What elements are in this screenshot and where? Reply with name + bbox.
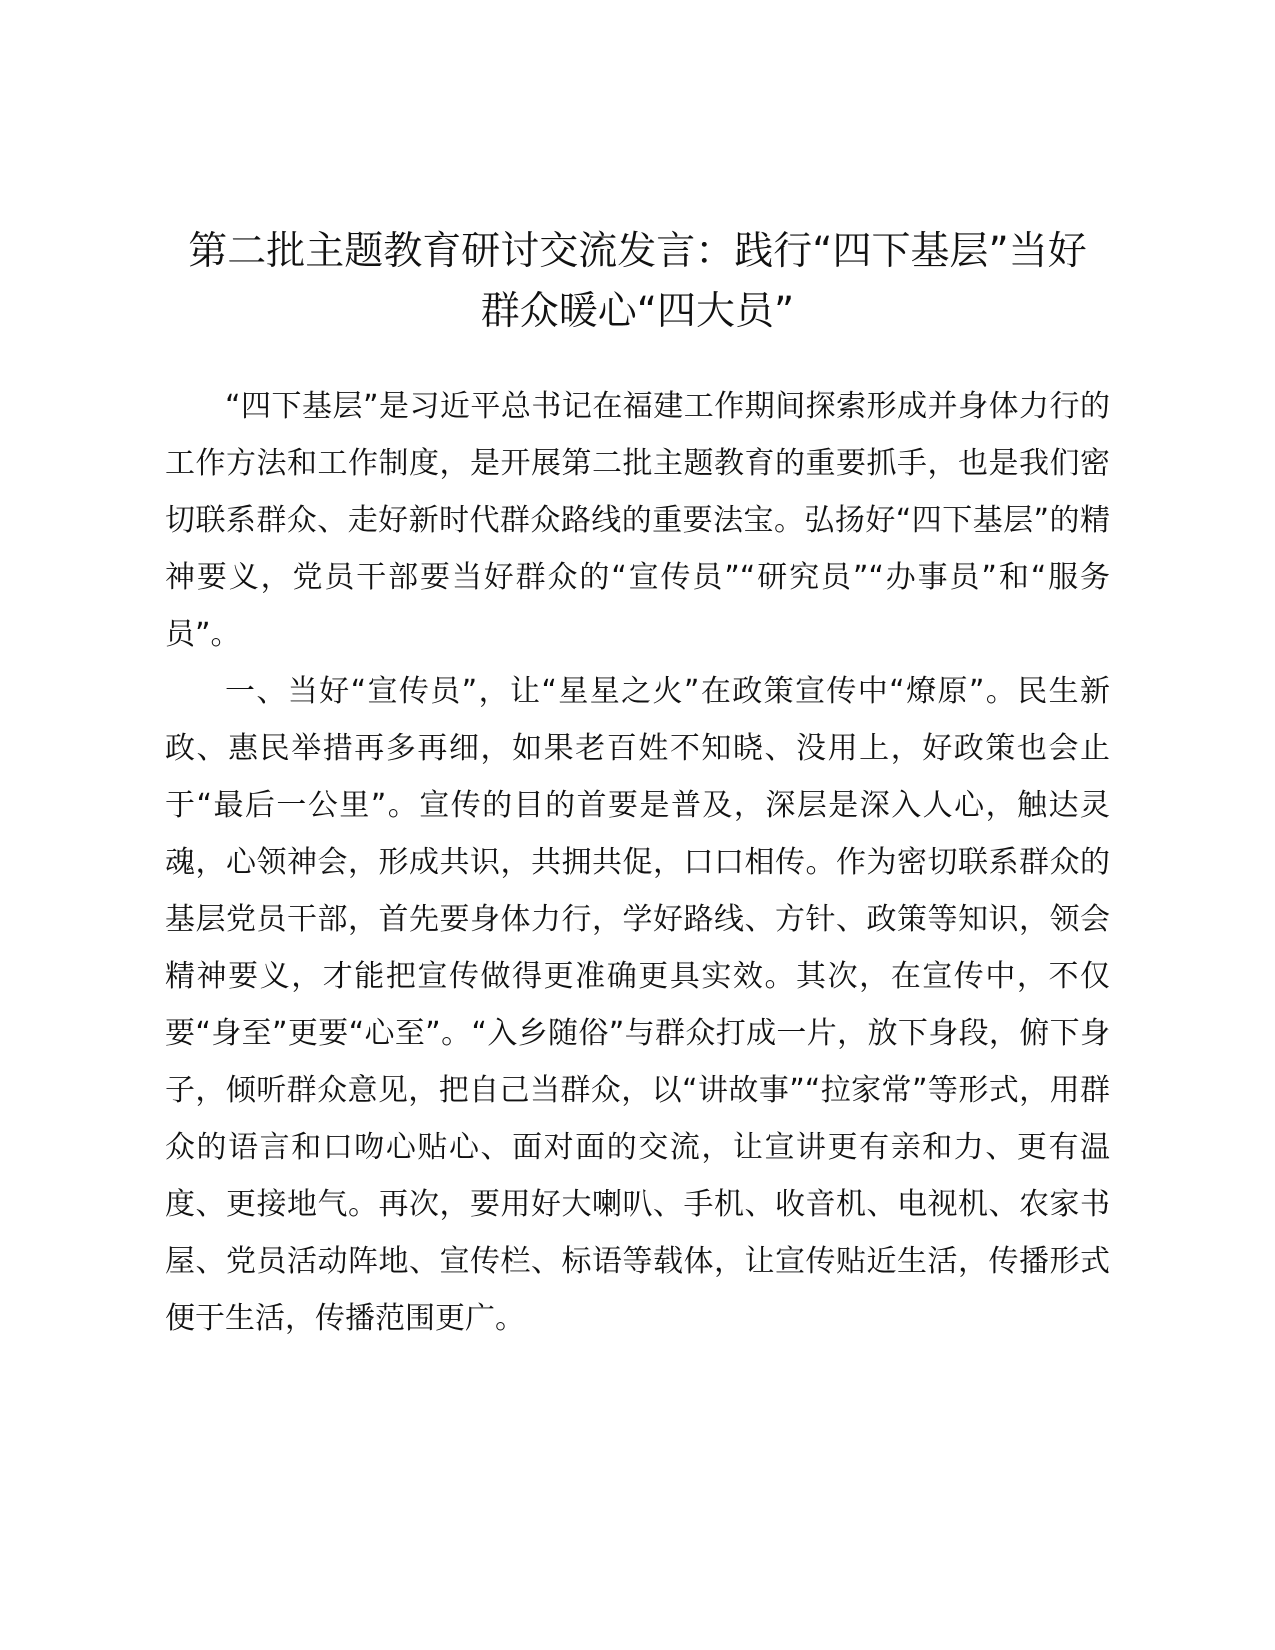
document-title: 第二批主题教育研讨交流发言：践行“四下基层”当好群众暖心“四大员” (188, 229, 1087, 334)
intro-paragraph: “四下基层”是习近平总书记在福建工作期间探索形成并身体力行的工作方法和工作制度，是开展第二批主题教育的重要抓手，也是我们密切联系群众、走好新时代群众路线的重要法宝。弘扬好“四下基层”的精神要义，党员干部要当好群众的“宣传员”“研究员”“办事员”和“服务员”。 (165, 389, 1110, 652)
section-one-paragraph: 一、当好“宣传员”，让“星星之火”在政策宣传中“燎原”。民生新政、惠民举措再多再细，如果老百姓不知晓、没用上，好政策也会止于“最后一公里”。宣传的目的首要是普及，深层是深入人心，触达灵魂，心领神会，形成共识，共拥共促，口口相传。作为密切联系群众的基层党员干部，首先要身体力行，学好路线、方针、政策等知识，领会精神要义，才能把宣传做得更准确更具实效。其次，在宣传中，不仅要“身至”更要“心至”。“入乡随俗”与群众打成一片，放下身段，俯下身子，倾听群众意见，把自己当群众，以“讲故事”“拉家常”等形式，用群众的语言和口吻心贴心、面对面的交流，让宣讲更有亲和力、更有温度、更接地气。再次，要用好大喇叭、手机、收音机、电视机、农家书屋、党员活动阵地、宣传栏、标语等载体，让宣传贴近生活，传播形式便于生活，传播范围更广。 (165, 674, 1110, 1336)
document-body (165, 378, 1110, 1347)
